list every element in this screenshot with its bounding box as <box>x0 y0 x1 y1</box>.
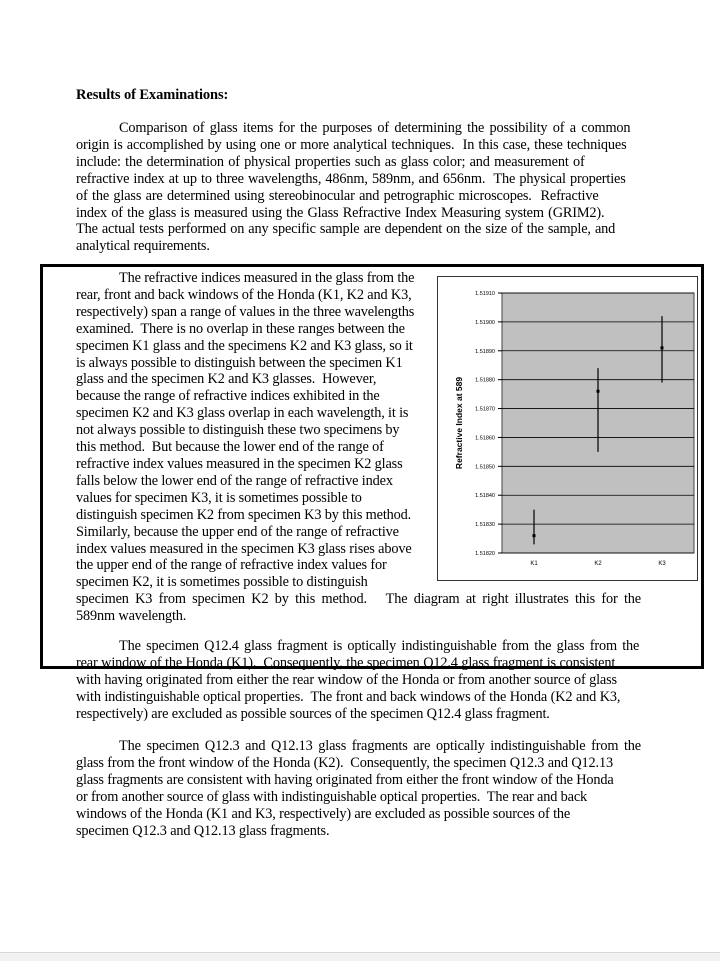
paragraph-line: windows of the Honda (K1 and K3, respectively) are excluded as possible sources of the <box>76 805 571 822</box>
paragraph-line: origin is accomplished by using one or more analytical techniques. In this case, these techniques <box>76 136 627 153</box>
paragraph-line: 589nm wavelength. <box>76 608 187 625</box>
paragraph-line: The specimen Q12.3 and Q12.13 glass fragments are optically indistinguishable from the <box>119 738 641 754</box>
paragraph-line: The actual tests performed on any specific sample are dependent on the size of the sample, and <box>76 221 616 238</box>
y-tick-label: 1.51840 <box>475 493 495 500</box>
paragraph-line: glass and the specimen K2 and K3 glasses. However, <box>76 371 377 388</box>
paragraph-line: distinguish specimen K2 from specimen K3 by this method. <box>76 506 412 523</box>
x-tick-label: K3 <box>658 561 666 567</box>
paragraph-intro <box>76 120 630 255</box>
paragraph-line: rear window of the Honda (K1). Consequently, the specimen Q12.4 glass fragment is consistent <box>76 654 616 671</box>
y-axis-label: Refractive Index at 589 <box>454 376 464 470</box>
section-heading: Results of Examinations: <box>76 87 229 103</box>
paragraph-line: with indistinguishable optical properties. The front and back windows of the Honda (K2 and K3, <box>76 688 621 705</box>
paragraph-line: specimen Q12.3 and Q12.13 glass fragments. <box>76 822 330 839</box>
y-tick-label: 1.51820 <box>475 551 495 557</box>
paragraph-line: rear, front and back windows of the Honda (K1, K2 and K3, <box>76 286 412 303</box>
paragraph-line: of the glass are determined using stereobinocular and petrographic microscopes. Refractive <box>76 187 599 204</box>
paragraph-line: refractive index at up to three wavelengths, 486nm, 589nm, and 656nm. The physical properties <box>76 170 626 187</box>
paragraph-line: or from another source of glass with indistinguishable optical properties. The rear and back <box>76 788 588 805</box>
paragraph-line: include: the determination of physical properties such as glass color; and measurement of <box>76 153 585 170</box>
y-tick-label: 1.51850 <box>475 464 495 471</box>
paragraph-line: with having originated from either the rear window of the Honda or from another source of glass <box>76 671 617 688</box>
paragraph-line: the upper end of the range of refractive index values for <box>76 557 387 574</box>
paragraph-line: glass from the front window of the Honda (K2). Consequently, the specimen Q12.3 and Q12.13 <box>76 754 613 771</box>
paragraph-line: specimen K2, it is sometimes possible to distinguish <box>76 574 368 591</box>
paragraph-line: this method. But because the lower end of the range of <box>76 439 384 456</box>
x-tick-label: K1 <box>530 561 538 567</box>
paragraph-line: is always possible to distinguish between the specimen K1 <box>76 354 403 371</box>
paragraph-q12-3-q12-13 <box>76 738 641 839</box>
paragraph-line: values for specimen K3, it is sometimes possible to <box>76 489 362 506</box>
paragraph-q12-4 <box>76 638 639 723</box>
paragraph-line: respectively) are excluded as possible sources of the specimen Q12.4 glass fragment. <box>76 705 550 722</box>
paragraph-line: not always possible to distinguish these two specimens by <box>76 422 400 439</box>
paragraph-line: Comparison of glass items for the purposes of determining the possibility of a common <box>119 120 631 136</box>
paragraph-line: because the range of refractive indices exhibited in the <box>76 388 380 405</box>
y-tick-label: 1.51860 <box>475 435 495 442</box>
paragraph-line: examined. There is no overlap in these ranges between the <box>76 320 405 337</box>
paragraph-line: glass fragments are consistent with having originated from either the front window of the Honda <box>76 771 614 788</box>
paragraph-line: specimen K1 glass and the specimens K2 and K3 glass, so it <box>76 337 413 354</box>
paragraph-line: refractive index values measured in the specimen K2 glass <box>76 455 403 472</box>
chart-svg <box>438 277 699 582</box>
paragraph-line: analytical requirements. <box>76 238 210 255</box>
paragraph-line: The refractive indices measured in the glass from the <box>119 270 415 286</box>
paragraph-line: index of the glass is measured using the Glass Refractive Index Measuring system (GRIM2). <box>76 204 605 221</box>
y-tick-label: 1.51910 <box>475 291 495 297</box>
paragraph-line: falls below the lower end of the range of refractive index <box>76 472 393 489</box>
paragraph-line: specimen K3 from specimen K2 by this method. The diagram at right illustrates this for the <box>76 591 641 608</box>
paragraph-line: respectively) span a range of values in the three wavelengths <box>76 303 415 320</box>
y-tick-label: 1.51900 <box>475 319 495 326</box>
paragraph-line: Similarly, because the upper end of the range of refractive <box>76 523 399 540</box>
data-point <box>661 346 664 349</box>
y-tick-label: 1.51890 <box>475 348 495 355</box>
paragraph-line: specimen K2 and K3 glass overlap in each wavelength, it is <box>76 405 409 422</box>
y-tick-label: 1.51870 <box>475 406 495 413</box>
paragraph-line: index values measured in the specimen K3 glass rises above <box>76 540 412 557</box>
paragraph-line: The specimen Q12.4 glass fragment is optically indistinguishable from the glass from the <box>119 638 640 654</box>
x-tick-label: K2 <box>594 561 602 567</box>
y-tick-label: 1.51880 <box>475 377 495 384</box>
data-point <box>597 390 600 393</box>
data-point <box>533 534 536 537</box>
refractive-index-chart <box>437 276 698 581</box>
y-tick-label: 1.51830 <box>475 522 495 529</box>
